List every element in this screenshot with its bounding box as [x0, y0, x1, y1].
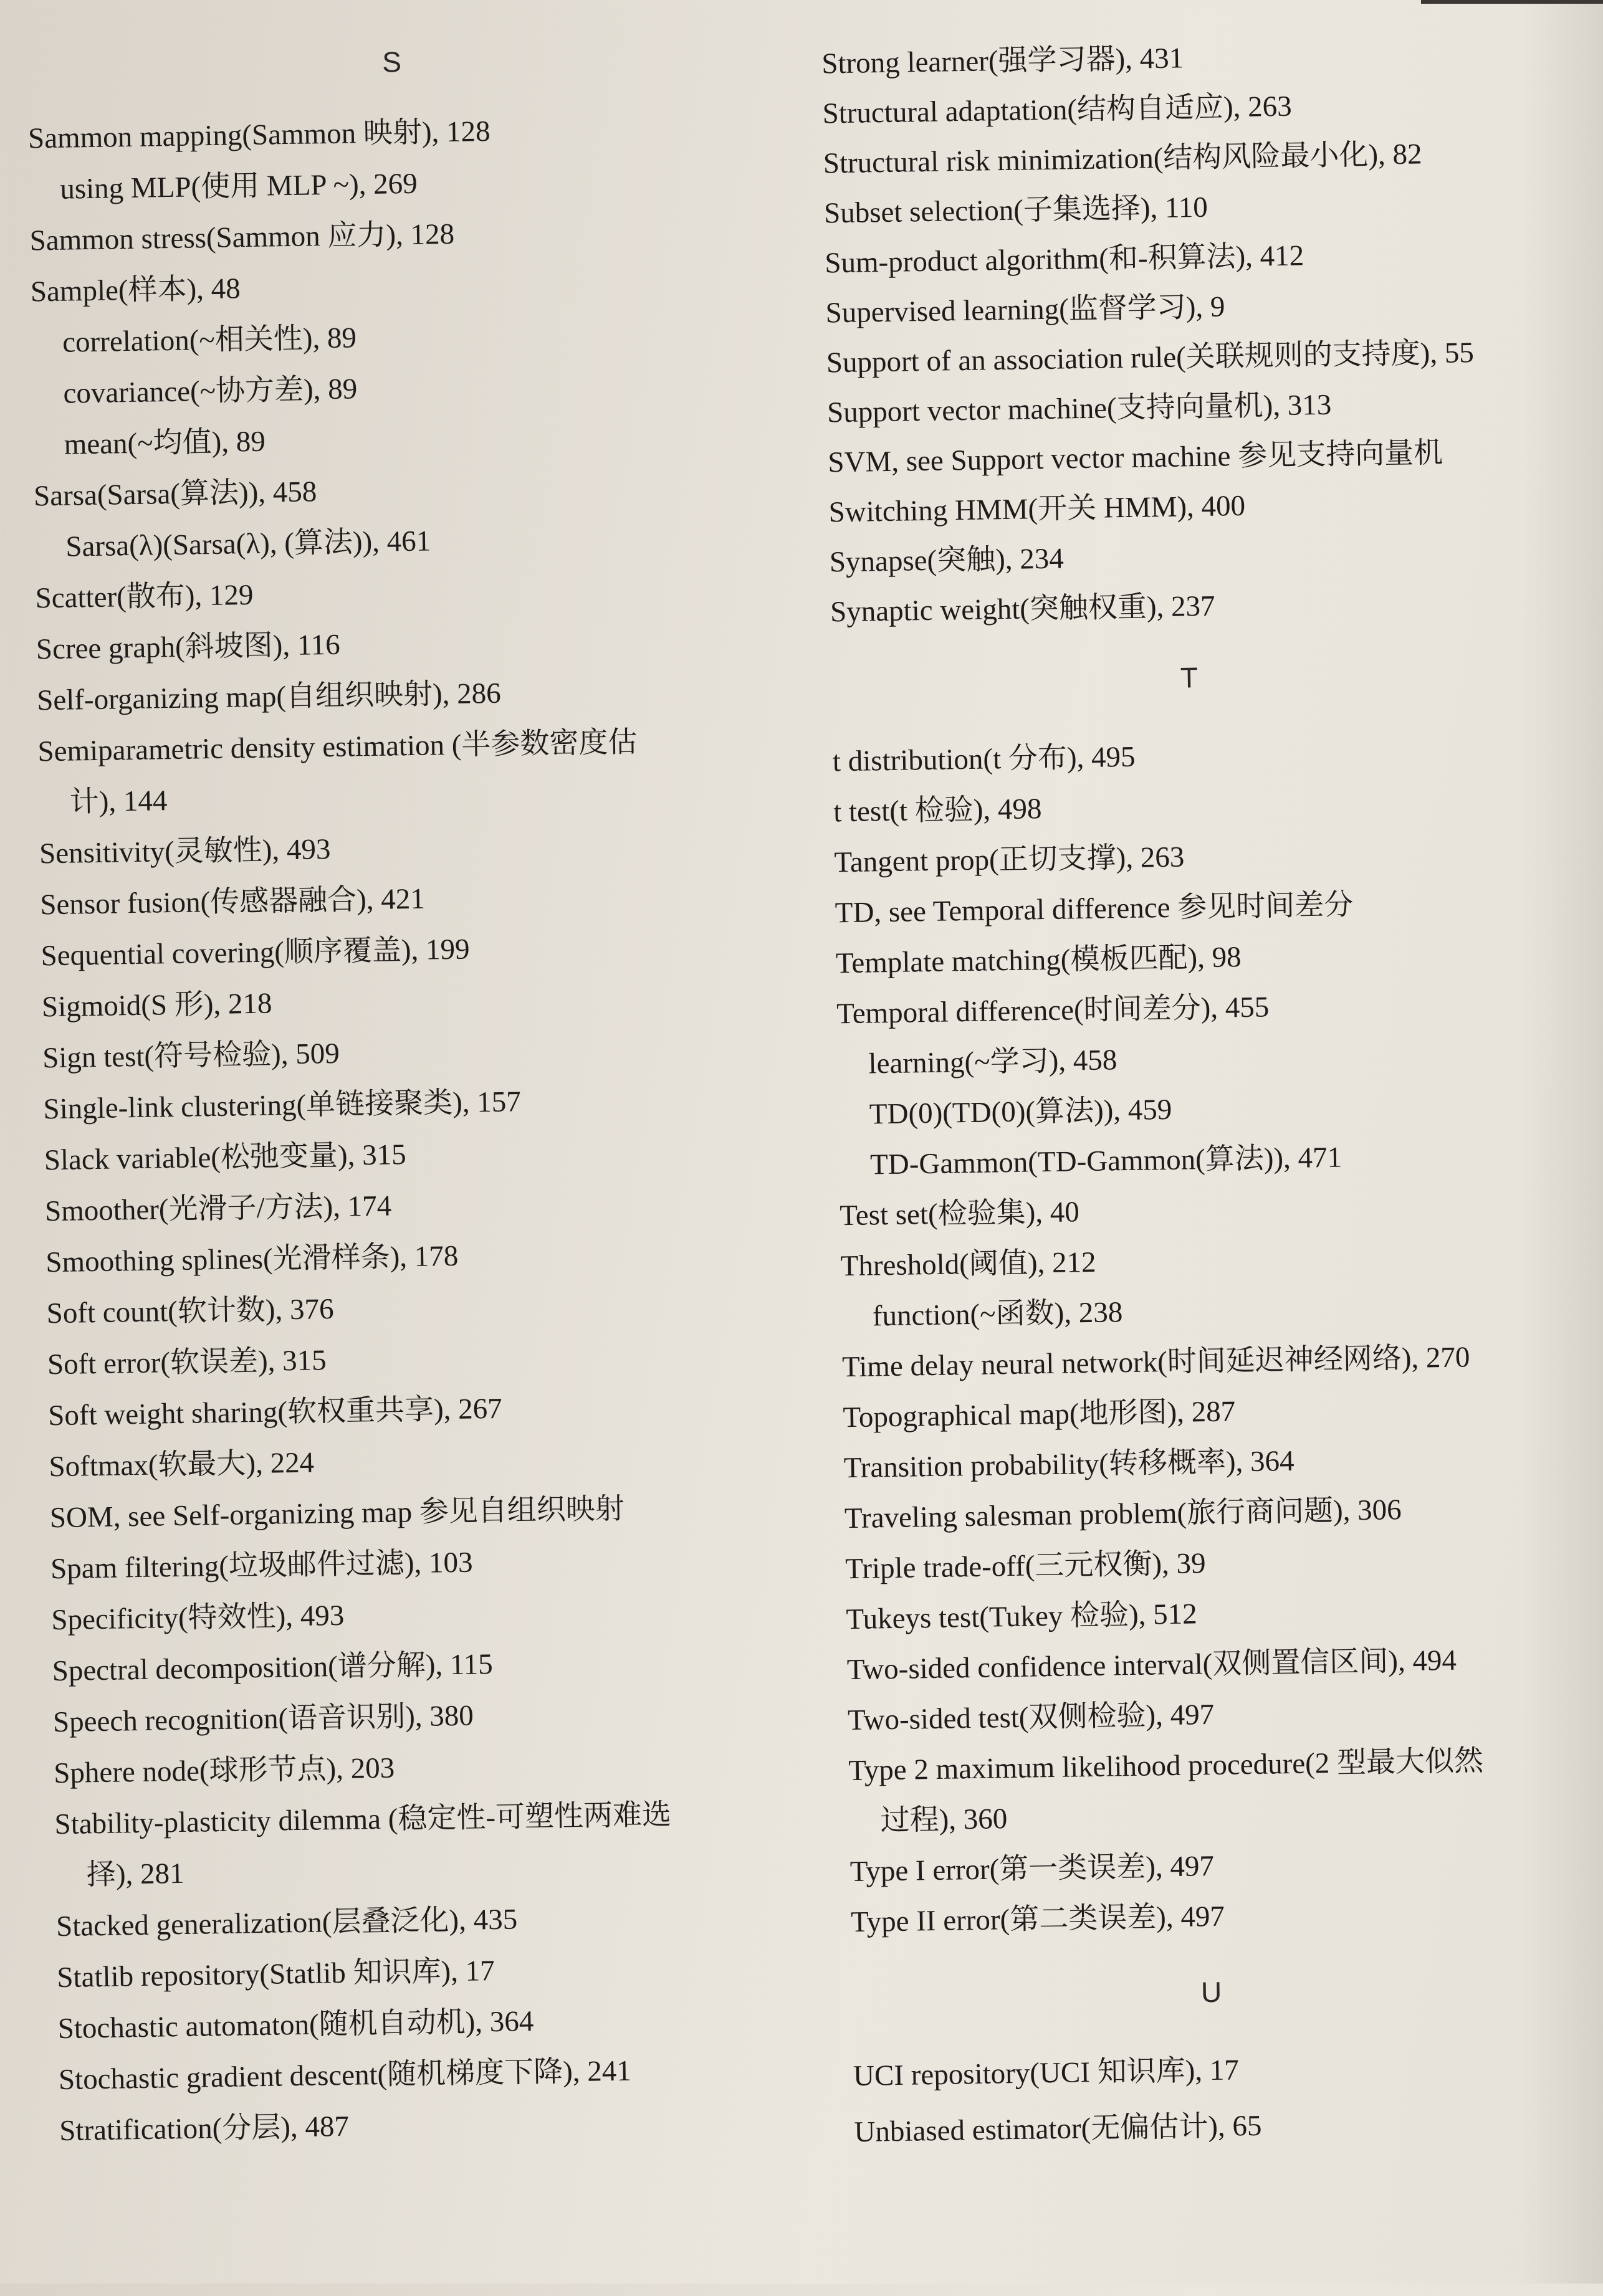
index-entry: Sample(样本), 48	[30, 272, 241, 308]
index-entry: Synapse(突触), 234	[829, 542, 1065, 579]
index-entry: Support vector machine(支持向量机), 313	[826, 388, 1332, 429]
index-entry: Tukeys test(Tukey 检验), 512	[846, 1598, 1198, 1636]
index-entry: Threshold(阈值), 212	[840, 1246, 1096, 1283]
index-entry: Subset selection(子集选择), 110	[823, 191, 1208, 230]
section-letter-u: U	[1200, 1975, 1222, 2009]
index-entry: Two-sided test(双侧检验), 497	[847, 1698, 1215, 1737]
index-entry: Strong learner(强学习器), 431	[821, 42, 1184, 80]
index-entry: Stratification(分层), 487	[59, 2110, 350, 2148]
index-entry: Sammon mapping(Sammon 映射), 128	[27, 115, 490, 155]
index-entry: Semiparametric density estimation (半参数密度估	[37, 726, 638, 768]
index-entry: Stochastic gradient descent(随机梯度下降), 241	[58, 2054, 632, 2097]
index-entry: Two-sided confidence interval(双侧置信区间), 494	[846, 1644, 1457, 1687]
index-entry: Sensitivity(灵敏性), 493	[39, 833, 331, 870]
index-entry: t distribution(t 分布), 495	[832, 740, 1136, 778]
index-subentry: correlation(~相关性), 89	[62, 322, 357, 359]
index-entry: SVM, see Support vector machine 参见支持向量机	[827, 436, 1443, 479]
page-gutter-shadow	[1521, 0, 1603, 2284]
index-entry: Spectral decomposition(谱分解), 115	[52, 1648, 494, 1688]
index-subentry: using MLP(使用 MLP ~), 269	[59, 167, 418, 206]
index-entry: Self-organizing map(自组织映射), 286	[36, 677, 502, 717]
index-entry-continuation: 过程), 360	[880, 1803, 1008, 1837]
index-entry: Stability-plasticity dilemma (稳定性-可塑性两难选	[54, 1798, 672, 1841]
index-entry: Slack variable(松弛变量), 315	[44, 1138, 406, 1177]
page-edge-mark	[1421, 0, 1603, 4]
index-entry: Topographical map(地形图), 287	[843, 1395, 1236, 1434]
index-entry: Sequential covering(顺序覆盖), 199	[41, 933, 470, 973]
index-entry: Tangent prop(正切支撑), 263	[834, 841, 1185, 879]
index-subentry: mean(~均值), 89	[64, 425, 266, 461]
index-entry-continuation: 择), 281	[86, 1857, 184, 1892]
index-entry: Sigmoid(S 形), 218	[41, 987, 272, 1024]
index-entry: Synaptic weight(突触权重), 237	[830, 589, 1215, 629]
index-subentry: TD(0)(TD(0)(算法)), 459	[869, 1093, 1172, 1131]
index-entry: Sammon stress(Sammon 应力), 128	[29, 217, 455, 257]
index-entry: Switching HMM(开关 HMM), 400	[828, 489, 1246, 529]
index-entry: Sum-product algorithm(和-积算法), 412	[824, 239, 1304, 280]
index-entry: Smoother(光滑子/方法), 174	[44, 1189, 392, 1228]
left-column	[26, 1, 774, 2148]
index-entry: Transition probability(转移概率), 364	[843, 1444, 1294, 1485]
index-entry: Temporal difference(时间差分), 455	[836, 991, 1270, 1031]
index-subentry: TD-Gammon(TD-Gammon(算法)), 471	[869, 1141, 1342, 1181]
index-subentry: learning(~学习), 458	[868, 1044, 1117, 1080]
index-entry: Triple trade-off(三元权衡), 39	[845, 1547, 1206, 1586]
index-subentry: Sarsa(λ)(Sarsa(λ), (算法)), 461	[65, 525, 431, 563]
index-entry: Type II error(第二类误差), 497	[850, 1900, 1225, 1939]
index-entry: Unbiased estimator(无偏估计), 65	[854, 2109, 1262, 2149]
index-subentry: function(~函数), 238	[872, 1296, 1123, 1333]
index-entry: Single-link clustering(单链接聚类), 157	[43, 1085, 522, 1126]
index-entry: Scatter(散布), 129	[35, 578, 254, 615]
index-entry: Structural adaptation(结构自适应), 263	[822, 90, 1293, 130]
index-entry: Soft count(软计数), 376	[46, 1293, 334, 1330]
index-entry: Test set(检验集), 40	[839, 1196, 1080, 1232]
section-letter-s: S	[381, 45, 402, 79]
index-entry: Statlib repository(Statlib 知识库), 17	[57, 1955, 495, 1994]
index-entry: Traveling salesman problem(旅行商问题), 306	[844, 1493, 1402, 1535]
index-entry: t test(t 检验), 498	[833, 793, 1042, 829]
index-entry: Soft error(软误差), 315	[47, 1344, 327, 1381]
index-entry: Sensor fusion(传感器融合), 421	[39, 882, 426, 922]
index-entry: Smoothing splines(光滑样条), 178	[45, 1239, 459, 1279]
index-entry: Time delay neural network(时间延迟神经网络), 270	[841, 1341, 1470, 1384]
index-entry: Supervised learning(监督学习), 9	[825, 290, 1225, 330]
index-entry: Specificity(特效性), 493	[51, 1599, 345, 1637]
index-entry-continuation: 计), 144	[69, 784, 168, 819]
index-subentry: covariance(~协方差), 89	[63, 373, 358, 410]
index-entry: Sarsa(Sarsa(算法)), 458	[33, 475, 317, 513]
index-entry: Scree graph(斜坡图), 116	[36, 628, 340, 666]
index-entry: Type 2 maximum likelihood procedure(2 型最大似然	[848, 1745, 1484, 1788]
section-letter-t: T	[1180, 661, 1199, 694]
index-entry: Structural risk minimization(结构风险最小化), 82	[823, 138, 1422, 180]
index-entry: TD, see Temporal difference 参见时间差分	[835, 888, 1354, 930]
index-entry: Soft weight sharing(软权重共享), 267	[47, 1392, 503, 1432]
index-entry: Stochastic automaton(随机自动机), 364	[57, 2005, 534, 2046]
index-entry: Stacked generalization(层叠泛化), 435	[55, 1903, 518, 1943]
index-entry: Softmax(软最大), 224	[49, 1446, 315, 1484]
index-entry: Sphere node(球形节点), 203	[53, 1751, 395, 1790]
index-entry: Support of an association rule(关联规则的支持度), 55	[826, 336, 1475, 379]
index-entry: Template matching(模板匹配), 98	[835, 941, 1242, 980]
index-entry: Sign test(符号检验), 509	[42, 1037, 340, 1075]
index-entry: Spam filtering(垃圾邮件过滤), 103	[50, 1546, 473, 1586]
index-entry: SOM, see Self-organizing map 参见自组织映射	[49, 1492, 625, 1535]
index-entry: UCI repository(UCI 知识库), 17	[853, 2054, 1240, 2093]
index-entry: Type I error(第一类误差), 497	[849, 1849, 1215, 1889]
index-entry: Speech recognition(语音识别), 380	[52, 1699, 474, 1739]
